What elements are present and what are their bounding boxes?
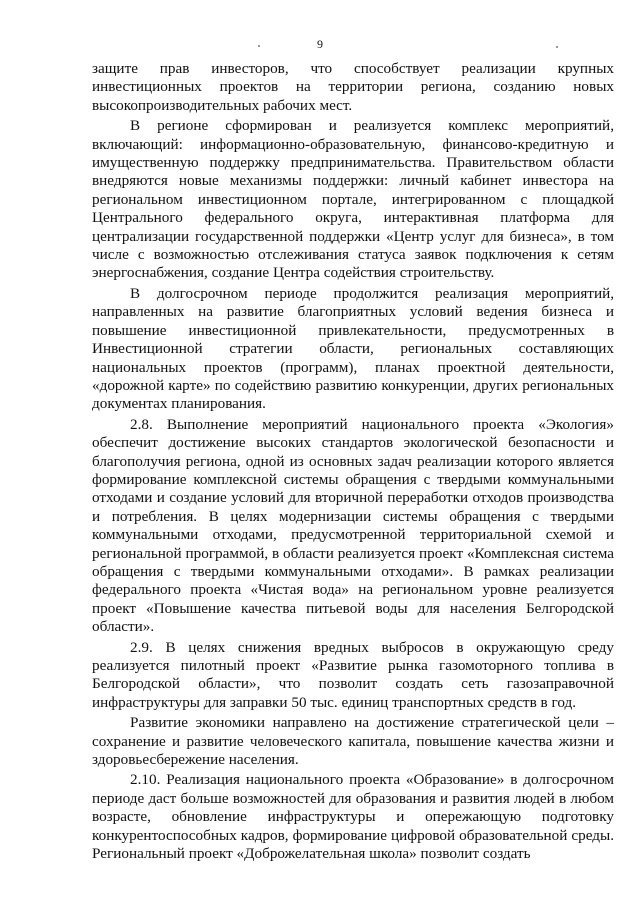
paragraph-support-complex: В регионе сформирован и реализуется комплекс мероприятий, включающий: информационно-образовательную, финансово-кредитную и имущественную поддержку предпринимательства. Правительством области внедряются новые механизмы поддержки: личный кабинет инвестора на региональном инвестиционном портале, интегрированном с площадкой Центрального федерального округа, интерактивная платформа для централизации государственной поддержки «Центр услуг для бизнеса», в том числе с возможностью отслеживания статуса заявок подключения к сетям энергоснабжения, создание Центра содействия строительству. <box>92 117 614 282</box>
paragraph-investor-protection: защите прав инвесторов, что способствует реализации крупных инвестиционных проектов на территории региона, созданию новых высокопроизводительных рабочих мест. <box>92 60 614 114</box>
paragraph-human-capital: Развитие экономики направлено на достижение стратегической цели – сохранение и развитие человеческого капитала, повышение качества жизни и здоровьесбережение населения. <box>92 714 614 769</box>
scan-speck <box>556 46 558 48</box>
paragraph-gas-fuel-project: 2.9. В целях снижения вредных выбросов в окружающую среду реализуется пилотный проект «Развитие рынка газомоторного топлива в Белгородской области», что позволит создать сеть газозаправочной инфраструктуры для заправки 50 тыс. единиц транспортных средств в год. <box>92 638 614 711</box>
document-body <box>92 60 614 865</box>
paragraph-ecology-project: 2.8. Выполнение мероприятий национального проекта «Экология» обеспечит достижение высоких стандартов экологической безопасности и благополучия региона, одной из основных задач реализации которого является формирование комплексной системы обращения с твердыми коммунальными отходами и создание условий для вторичной переработки отходов производства и потребления. В целях модернизации системы обращения с твердыми коммунальными отходами, предусмотренной территориальной схемой и региональной программой, в области реализуется проект «Комплексная система обращения с твердыми коммунальными отходами». В рамках реализации федерального проекта «Чистая вода» на региональном уровне реализуется проект «Повышение качества питьевой воды для населения Белгородской области». <box>92 415 614 636</box>
scan-speck <box>258 45 260 47</box>
paragraph-long-term-business: В долгосрочном периоде продолжится реализация мероприятий, направленных на развитие благоприятных условий ведения бизнеса и повышение инвестиционной привлекательности, предусмотренных в Инвестиционной стратегии области, региональных составляющих национальных проектов (программ), планах проектной деятельности, «дорожной карте» по содействию развитию конкуренции, других региональных документах планирования. <box>92 284 614 413</box>
page-number: 9 <box>317 37 323 51</box>
paragraph-education-project: 2.10. Реализация национального проекта «Образование» в долгосрочном периоде даст больше возможностей для образования и развития людей в любом возрасте, обновление инфраструктуры и опережающую подготовку конкурентоспособных кадров, формирование цифровой образовательной среды. Региональный проект «Доброжелательная школа» позволит создать <box>92 771 614 863</box>
